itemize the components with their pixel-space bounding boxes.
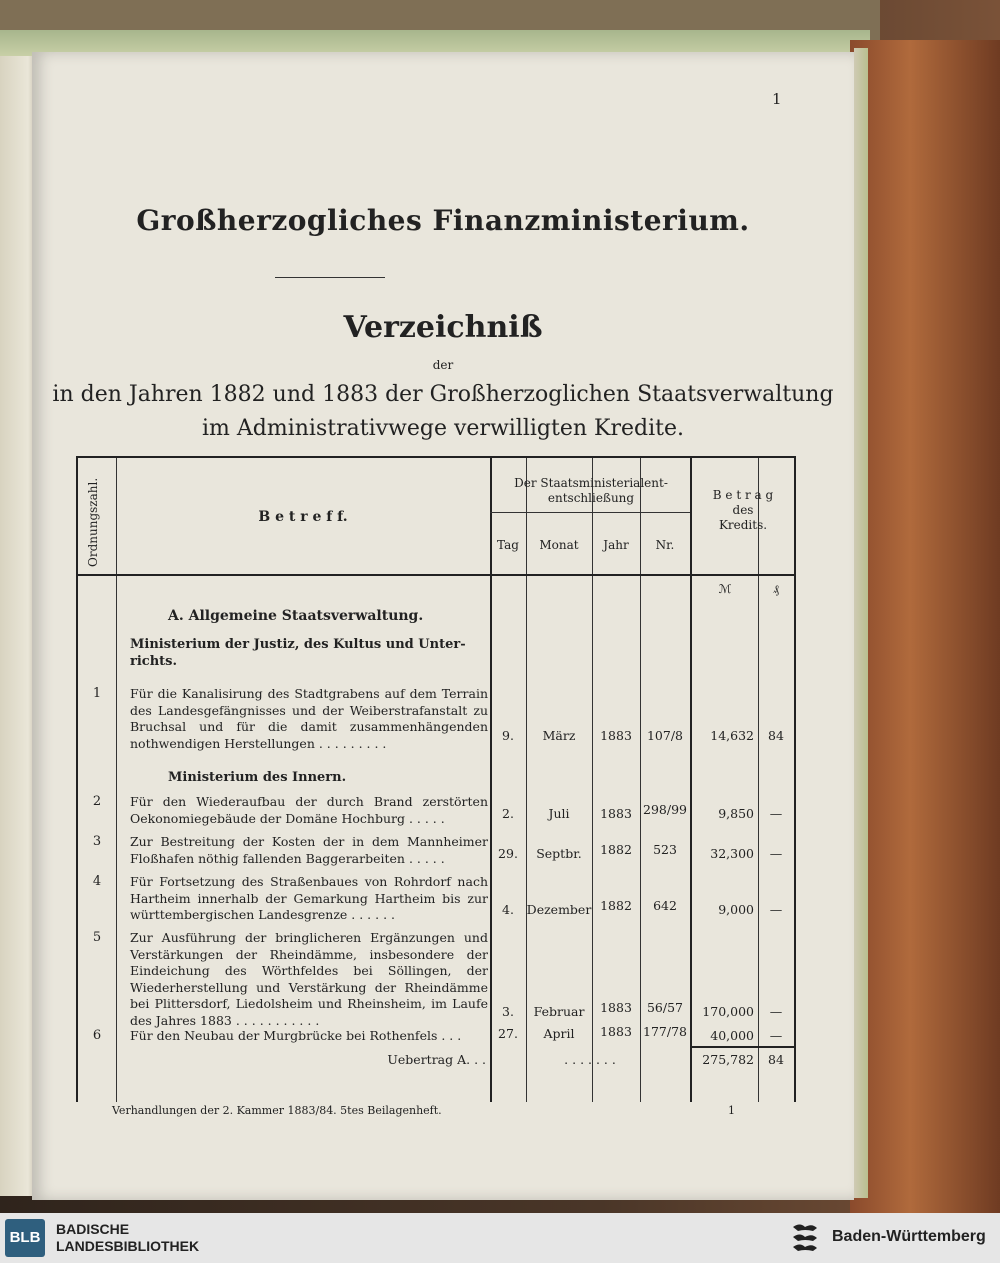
row-4-monat: Dezember [526,902,592,917]
row-6-mark: 40,000 [710,1028,754,1043]
row-4-desc: Für Fortsetzung des Straßenbaues von Rohrdorf nach Hartheim innerhalb der Gemarkung Hartheim bis zur württembergischen Landesgrenze . . . . . . [130,874,488,922]
row-2-tag: 2. [502,806,514,821]
row-1-pf: 84 [768,728,784,743]
row-4-num: 4 [92,874,102,889]
header-monat: Monat [539,538,579,552]
row-2-num: 2 [92,794,102,809]
uebertrag-pf: 84 [768,1052,784,1067]
row-5-mark: 170,000 [702,1004,754,1019]
row-5-pf: — [769,1004,783,1019]
header-mark: ℳ [718,582,732,596]
row-3-num: 3 [92,834,102,849]
logo-line-2: LANDESBIBLIOTHEK [56,1238,200,1254]
page-number: 1 [772,90,782,108]
row-4-pf: — [769,902,783,917]
row-2-monat: Juli [548,806,570,821]
row-2-nr: 298/99 [643,802,687,817]
title-der: der [432,358,454,372]
row-5-tag: 3. [502,1004,514,1019]
row-2-jahr: 1883 [600,806,632,821]
header-rule [78,574,794,576]
row-3-pf: — [769,846,783,861]
title-rule [275,277,385,278]
row-1-desc: Für die Kanalisirung des Stadtgrabens auf dem Terrain des Landesgefängnisses und der Weiberstrafanstalt zu Bruchsal und für die damit zusammenhängenden nothwendigen Herstellungen . . . . . . . . . [130,686,488,751]
header-jahr: Jahr [603,538,629,552]
row-4-nr: 642 [653,898,677,913]
row-4-jahr: 1882 [600,898,632,913]
uebertrag-mark: 275,782 [702,1052,754,1067]
row-6-tag: 27. [498,1026,518,1041]
blb-logo-text[interactable] [56,1221,199,1255]
bottom-bar [0,1213,1000,1263]
header-tag: Tag [497,538,519,552]
header-entschliessung: Der Staatsministerialent- entschließung [514,476,668,505]
row-5-desc: Zur Ausführung der bringlicheren Ergänzungen und Verstärkungen der Rheindämme, insbesondere der Eindeichung des Wörthfeldes bei Söllingen, der Wiederherstellung und Verstärkung der Rheindämme bei Plittersdorf, Liedolsheim und Rheinsheim, im Laufe des Jahres 1883 . . . . . . . . . . . [130,930,488,1028]
header-ordnungszahl: Ordnungszahl. [86,477,100,567]
row-1-tag: 9. [502,728,514,743]
ministry-heading: Großherzogliches Finanzministerium. [136,204,750,237]
row-6-jahr: 1883 [600,1024,632,1039]
row-5-monat: Februar [533,1004,585,1019]
row-5-num: 5 [92,930,102,945]
right-page-edge [854,48,868,1198]
subsection-justiz: Ministerium der Justiz, des Kultus und Unter- richts. [130,637,466,669]
leather-binding [850,40,1000,1213]
row-1-nr: 107/8 [646,728,684,743]
subtitle-line-1: in den Jahren 1882 und 1883 der Großherzoglichen Staatsverwaltung [52,382,834,407]
row-1-jahr: 1883 [600,728,632,743]
logo-line-1: BADISCHE [56,1221,130,1237]
row-1-mark: 14,632 [710,728,754,743]
section-a-heading: A. Allgemeine Staatsverwaltung. [168,608,424,624]
row-3-tag: 29. [498,846,518,861]
row-2-desc: Für den Wiederaufbau der durch Brand zerstörten Oekonomiegebäude der Domäne Hochburg . . . . . [130,794,488,826]
sum-rule [690,1046,794,1048]
header-betrag: B e t r a g des Kredits. [712,488,774,532]
lions-crest-icon [790,1221,820,1255]
row-3-desc: Zur Bestreitung der Kosten der in dem Mannheimer Floßhafen nöthig fallenden Baggerarbeiten . . . . . [130,834,488,866]
header-subrule [490,512,690,513]
footer-text: Verhandlungen der 2. Kammer 1883/84. 5tes Beilagenheft. [112,1104,442,1117]
row-3-jahr: 1882 [600,842,632,857]
uebertrag-label: Uebertrag A. . . [387,1052,486,1067]
row-6-pf: — [769,1028,783,1043]
header-betreff: B e t r e f f. [258,509,348,525]
header-nr: Nr. [655,538,675,552]
uebertrag-dots: . . . . . . . [564,1052,616,1067]
col-line [116,458,117,1102]
row-1-monat: März [542,728,576,743]
row-4-mark: 9,000 [718,902,754,917]
blb-logo-icon[interactable]: BLB [5,1219,45,1257]
credits-table [76,456,796,1102]
row-3-nr: 523 [653,842,677,857]
row-2-mark: 9,850 [718,806,754,821]
row-2-pf: — [769,806,783,821]
row-6-monat: April [543,1026,575,1041]
row-6-desc: Für den Neubau der Murgbrücke bei Rothenfels . . . [130,1028,462,1043]
footer-page-number: 1 [728,1104,735,1117]
row-6-nr: 177/78 [643,1024,687,1039]
header-pf: ₰ [773,582,779,596]
row-6-num: 6 [92,1028,102,1043]
subsection-innern: Ministerium des Innern. [168,770,347,785]
row-5-nr: 56/57 [646,1000,684,1015]
baden-wuerttemberg-label[interactable]: Baden-Württemberg [832,1228,986,1245]
row-3-monat: Septbr. [536,846,582,861]
row-5-jahr: 1883 [600,1000,632,1015]
subtitle-line-2: im Administrativwege verwilligten Kredite. [202,416,684,441]
document-page [32,52,854,1200]
row-3-mark: 32,300 [710,846,754,861]
row-1-num: 1 [92,686,102,701]
document-title: Verzeichniß [343,310,543,345]
row-4-tag: 4. [502,902,514,917]
